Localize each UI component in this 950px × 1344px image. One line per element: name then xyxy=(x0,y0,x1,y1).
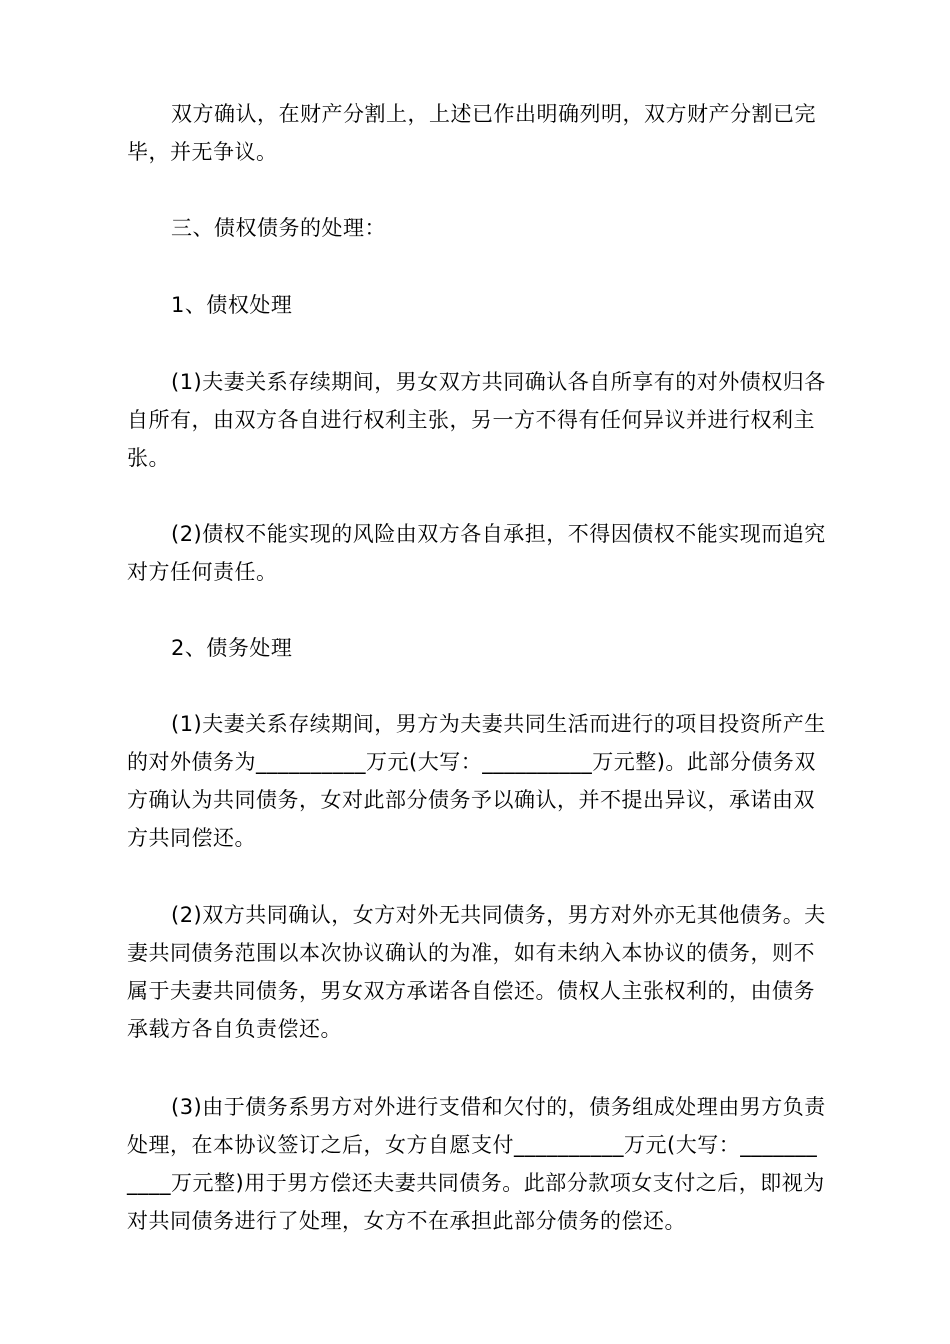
paragraph-claims-2: (2)债权不能实现的风险由双方各自承担，不得因债权不能实现而追究对方任何责任。 xyxy=(127,522,826,584)
paragraph-claims-1: (1)夫妻关系存续期间，男女双方共同确认各自所享有的对外债权归各自所有，由双方各自进行权利主张，另一方不得有任何异议并进行权利主张。 xyxy=(127,370,826,470)
subheading-debts: 2、债务处理 xyxy=(171,636,293,660)
paragraph-debts-1: (1)夫妻关系存续期间，男方为夫妻共同生活而进行的项目投资所产生的对外债务为__________万元(大写：__________万元整)。此部分债务双方确认为共同债务，女对此部分债务予以确认，并不提出异议，承诺由双方共同偿还。 xyxy=(127,712,826,850)
paragraph-debts-2: (2)双方共同确认，女方对外无共同债务，男方对外亦无其他债务。夫妻共同债务范围以本次协议确认的为准，如有未纳入本协议的债务，则不属于夫妻共同债务，男女双方承诺各自偿还。债权人主张权利的，由债务承载方各自负责偿还。 xyxy=(127,903,826,1041)
section-heading-debts: 三、债权债务的处理： xyxy=(171,216,386,240)
paragraph-property-confirmation: 双方确认，在财产分割上，上述已作出明确列明，双方财产分割已完毕，并无争议。 xyxy=(127,102,816,164)
paragraph-debts-3: (3)由于债务系男方对外进行支借和欠付的，债务组成处理由男方负责处理，在本协议签订之后，女方自愿支付__________万元(大写：___________万元整)用于男方偿还夫妻共同债务。此部分款项女支付之后，即视为对共同债务进行了处理，女方不在承担此部分债务的偿还。 xyxy=(127,1095,826,1233)
subheading-claims: 1、债权处理 xyxy=(171,293,293,317)
